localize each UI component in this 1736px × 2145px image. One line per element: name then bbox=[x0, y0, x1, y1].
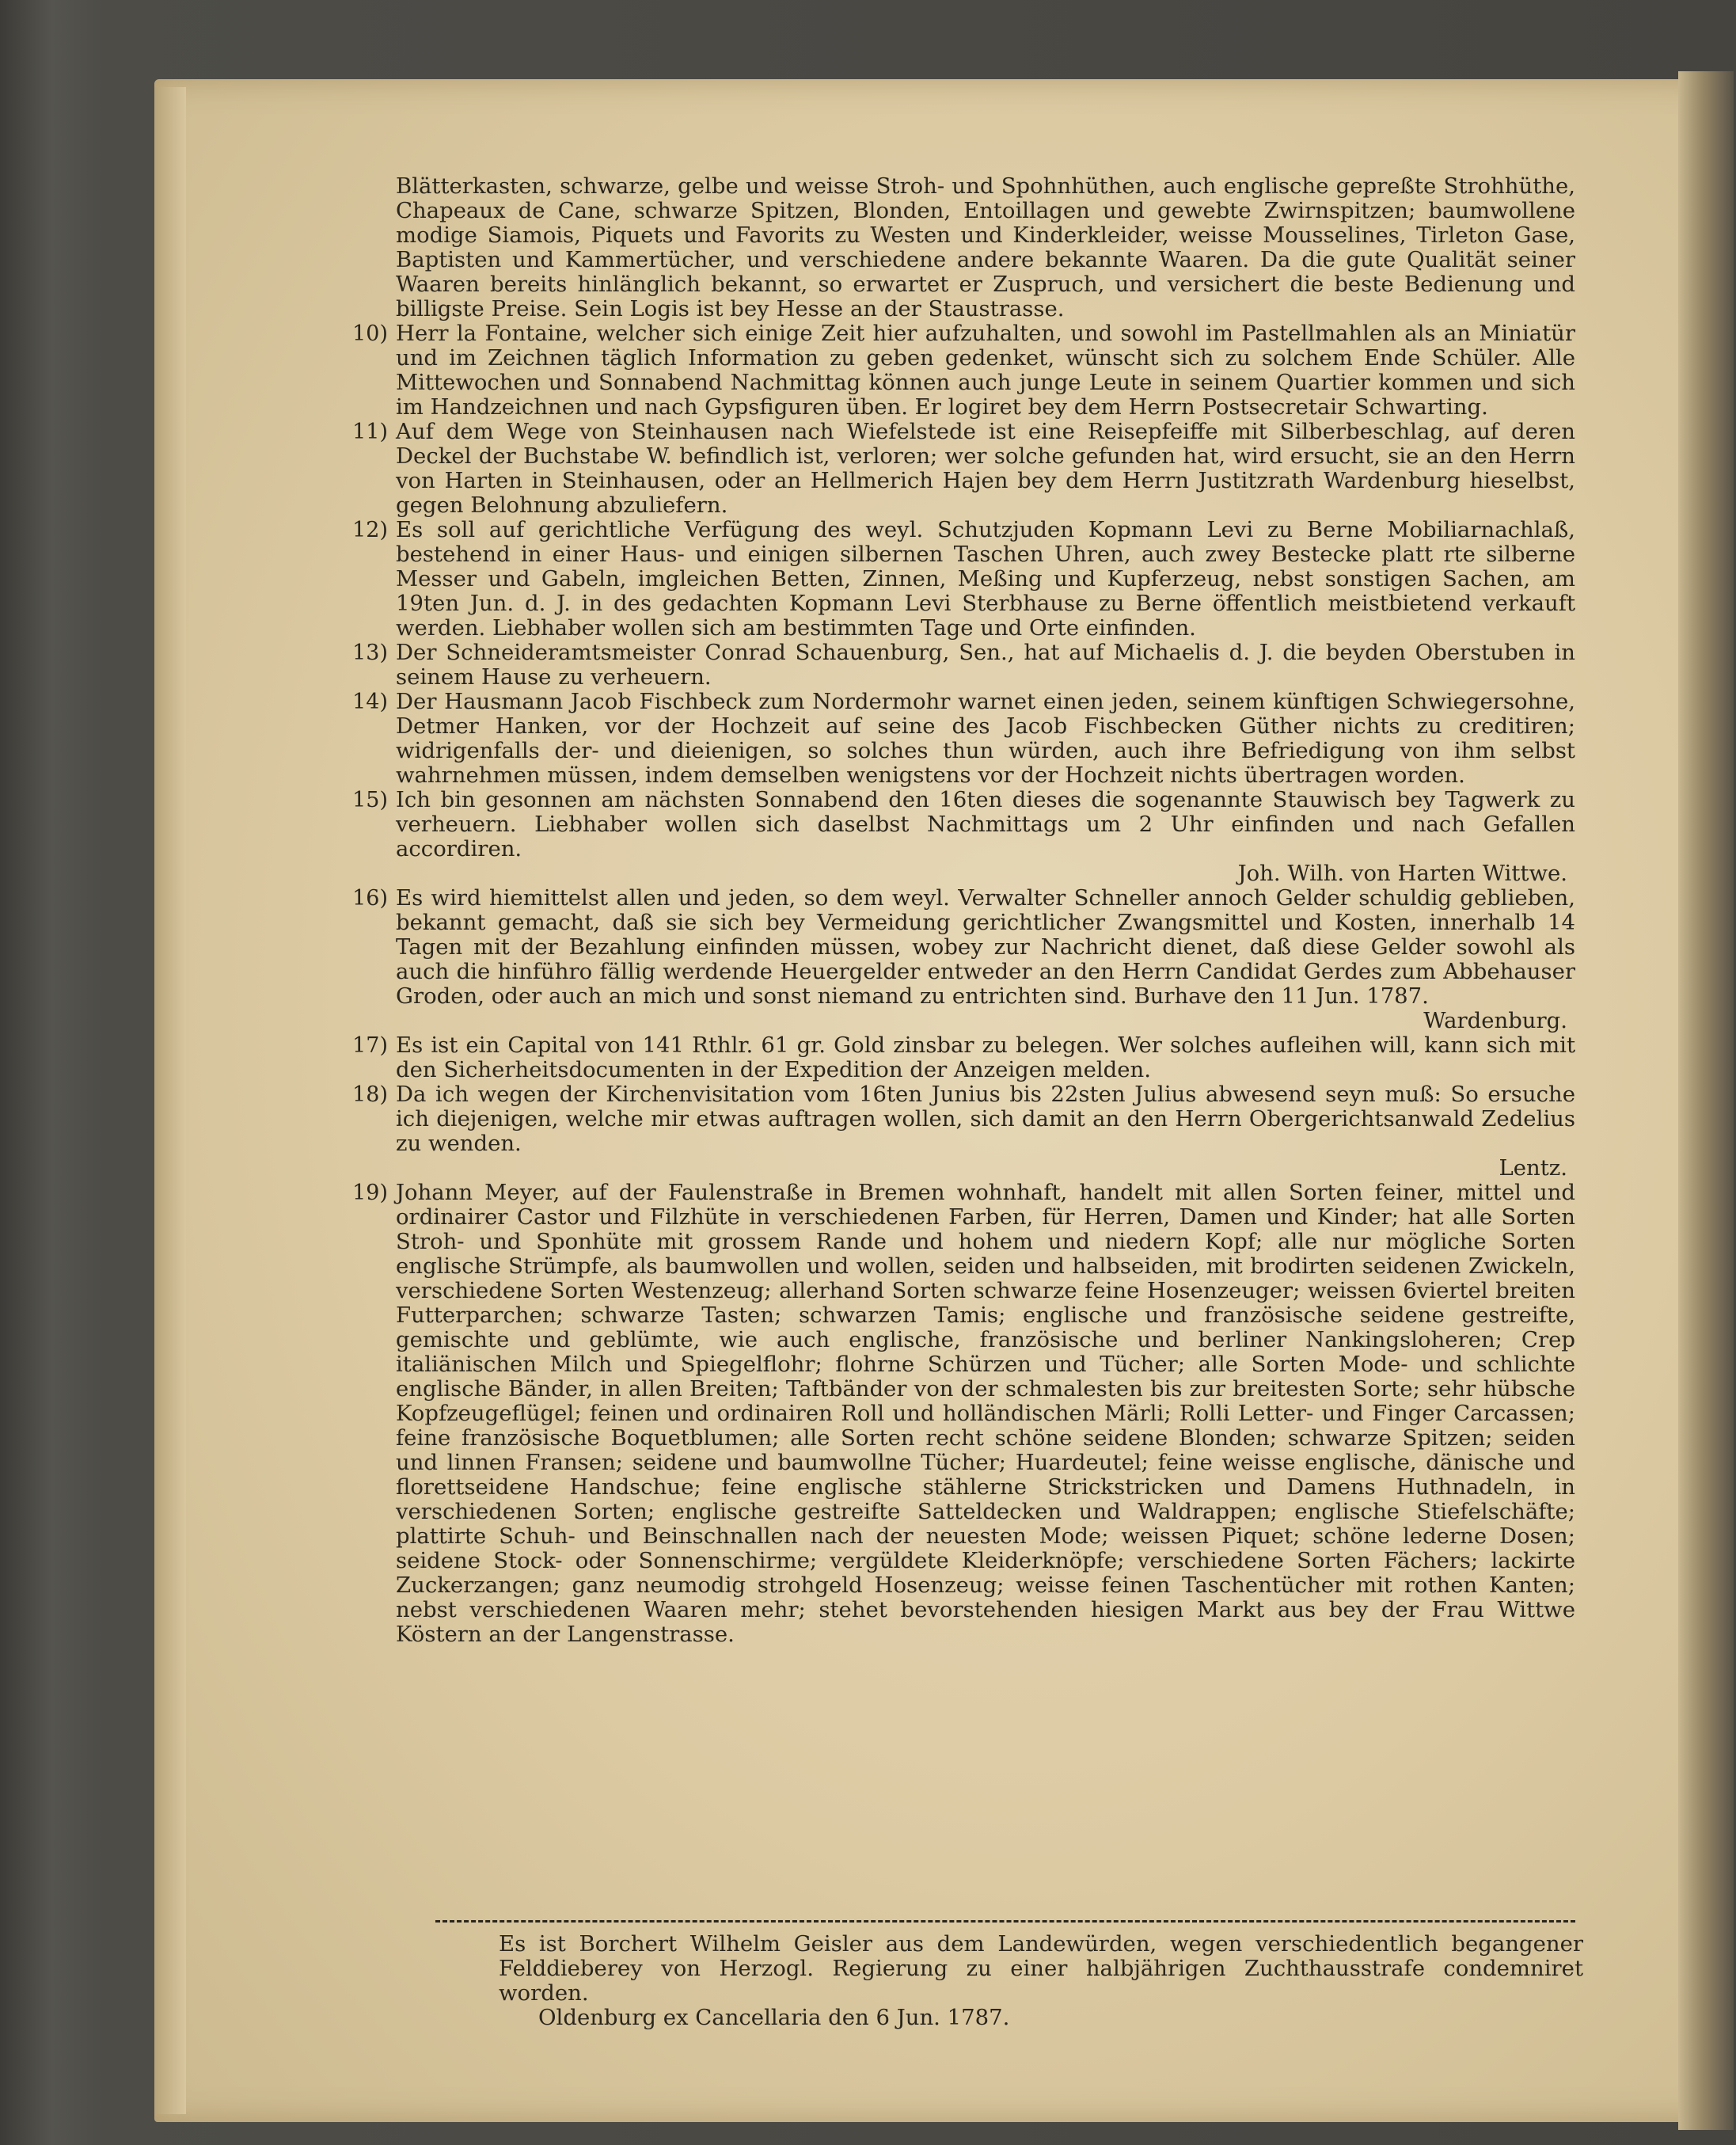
page-body bbox=[352, 173, 1575, 1647]
entry-text: Der Schneideramtsmeister Conrad Schauenburg, Sen., hat auf Michaelis d. J. die beyden Oberstuben in seinem Hause zu verheuern. bbox=[396, 640, 1575, 690]
entry-text: Johann Meyer, auf der Faulenstraße in Bremen wohnhaft, handelt mit allen Sorten feiner, mittel und ordinairer Castor und Filzhüte in verschiedenen Farben, für Herren, Damen und Kinder; hat alle Sorten Stroh- und Sponhüte mit grossem Rande und hohem und niedern Kopf; alle nur mögliche Sorten englische Strümpfe, als baumwollen und wollen, seiden und halbseiden, mit brodirten seidenen Zwickeln, verschiedene Sorten Westenzeug; allerhand Sorten schwarze feine Hosenzeuger; weissen 6viertel breiten Futterparchen; schwarze Tasten; schwarzen Tamis; englische und französische seidene gestreifte, gemischte und geblümte, wie auch englische, französische und berliner Nankingsloheren; Crep italiänischen Milch und Spiegelflohr; flohrne Schürzen und Tücher; alle Sorten Mode- und schlichte englische Bänder, in allen Breiten; Taftbänder von der schmalesten bis zur breitesten Sorte; sehr hübsche Kopfzeugeflügel; feinen und ordinairen Roll und holländischen Märli; Rolli Letter- und Finger Carcassen; feine französische Boquetblumen; alle Sorten recht schöne seidene Blonden; schwarze Spitzen; seiden und linnen Fransen; seidene und baumwollne Tücher; Huardeutel; feine weisse englische, dänische und florettseidene Handschue; feine englische stählerne Strickstricken und Damens Huthnadeln, in verschiedenen Sorten; englische gestreifte Satteldecken und Waldrappen; englische Stiefelschäfte; plattirte Schuh- und Beinschnallen nach der neuesten Mode; weissen Piquet; schöne lederne Dosen; seidene Stock- oder Sonnenschirme; vergüldete Kleiderknöpfe; verschiedene Sorten Fächers; lackirte Zuckerzangen; ganz neumodig strohgeld Hosenzeug; weisse feinen Taschentücher mit rothen Kanten; nebst verschiedenen Waaren mehr; stehet bevorstehenden hiesigen Markt aus bey der Frau Wittwe Köstern an der Langenstrasse. bbox=[396, 1180, 1575, 1647]
entry-number: 19) bbox=[352, 1181, 388, 1205]
book-spine bbox=[1678, 71, 1734, 2130]
entry-continuation bbox=[396, 174, 1575, 321]
entry-19 bbox=[352, 1180, 1575, 1647]
entry-16 bbox=[352, 885, 1575, 1009]
notice-text: Es ist Borchert Wilhelm Geisler aus dem Landewürden, wegen verschiedentlich begangener Felddieberey von Herzogl. Regierung zu einer halbjährigen Zuchthausstrafe condemniret worden. bbox=[499, 1931, 1583, 2006]
official-notice bbox=[499, 1932, 1583, 2030]
entry-number: 17) bbox=[352, 1033, 388, 1058]
entry-text: Auf dem Wege von Steinhausen nach Wiefelstede ist eine Reisepfeiffe mit Silberbeschlag, auf deren Deckel der Buchstabe W. befindlich ist, verloren; wer solche gefunden hat, wird ersucht, sie an den Herrn von Harten in Steinhausen, oder an Hellmerich Hajen bey dem Herrn Justitzrath Wardenburg hieselbst, gegen Belohnung abzuliefern. bbox=[396, 419, 1575, 518]
entry-12 bbox=[352, 517, 1575, 641]
entry-18-signature: Lentz. bbox=[1499, 1155, 1567, 1181]
entry-text: Herr la Fontaine, welcher sich einige Zeit hier aufzuhalten, und sowohl im Pastellmahlen als an Miniatür und im Zeichnen täglich Information zu geben gedenket, wünscht sich zu solchem Ende Schüler. Alle Mittewochen und Sonnabend Nachmittag können auch junge Leute in seinem Quartier kommen und sich im Handzeichnen und nach Gypsfiguren üben. Er logiret bey dem Herrn Postsecretair Schwarting. bbox=[396, 321, 1575, 420]
entry-number: 12) bbox=[352, 518, 388, 542]
entry-text: Blätterkasten, schwarze, gelbe und weisse Stroh- und Spohnhüthen, auch englische gepreßte Strohhüthe, Chapeaux de Cane, schwarze Spitzen, Blonden, Entoillagen und gewebte Zwirnspitzen; baumwollene modige Siamois, Piquets und Favorits zu Westen und Kinderkleider, weisse Mousselines, Tirleton Gase, Baptisten und Kammertücher, und verschiedene andere bekannte Waaren. Da die gute Qualität seiner Waaren bereits hinlänglich bekannt, so erwartet er Zuspruch, und versichert die beste Bedienung und billigste Preise. Sein Logis ist bey Hesse an der Staustrasse. bbox=[396, 173, 1575, 321]
entry-number: 16) bbox=[352, 886, 388, 911]
entry-15-signature: Joh. Wilh. von Harten Wittwe. bbox=[1237, 861, 1567, 886]
entry-number: 10) bbox=[352, 321, 388, 346]
entry-16-signature: Wardenburg. bbox=[1423, 1008, 1567, 1033]
entry-18 bbox=[352, 1082, 1575, 1156]
entry-11 bbox=[352, 419, 1575, 518]
entry-text: Es ist ein Capital von 141 Rthlr. 61 gr. Gold zinsbar zu belegen. Wer solches aufleihen will, kann sich mit den Sicherheitsdocumenten in der Expedition der Anzeigen melden. bbox=[396, 1033, 1575, 1082]
entry-text: Da ich wegen der Kirchenvisitation vom 16ten Junius bis 22sten Julius abwesend seyn muß: So ersuche ich diejenigen, welche mir etwas auftragen wollen, sich damit an den Herrn Obergerichtsanwald Zedelius zu wenden. bbox=[396, 1082, 1575, 1156]
entry-text: Ich bin gesonnen am nächsten Sonnabend den 16ten dieses die sogenannte Stauwisch bey Tagwerk zu verheuern. Liebhaber wollen sich daselbst Nachmittags um 2 Uhr einfinden und nach Gefallen accordiren. bbox=[396, 787, 1575, 861]
entry-number: 11) bbox=[352, 420, 388, 444]
entry-17 bbox=[352, 1033, 1575, 1082]
section-divider bbox=[435, 1920, 1575, 1925]
entry-number: 13) bbox=[352, 641, 388, 665]
notice-dateline: Oldenburg ex Cancellaria den 6 Jun. 1787. bbox=[538, 2005, 1010, 2030]
entry-14 bbox=[352, 689, 1575, 788]
entry-10 bbox=[352, 321, 1575, 420]
entry-15 bbox=[352, 787, 1575, 861]
entry-text: Der Hausmann Jacob Fischbeck zum Nordermohr warnet einen jeden, seinem künftigen Schwiegersohne, Detmer Hanken, vor der Hochzeit auf seine des Jacob Fischbecken Güther nichts zu creditiren; widrigenfalls der- und dieienigen, so solches thun würden, auch ihre Befriedigung von ihm selbst wahrnehmen müssen, indem demselben wenigstens vor der Hochzeit nichts übertragen worden. bbox=[396, 689, 1575, 788]
entry-text: Es soll auf gerichtliche Verfügung des weyl. Schutzjuden Kopmann Levi zu Berne Mobiliarnachlaß, bestehend in einer Haus- und einigen silbernen Taschen Uhren, auch zwey Bestecke platt rte silberne Messer und Gabeln, imgleichen Betten, Zinnen, Meßing und Kupferzeug, nebst sonstigen Sachen, am 19ten Jun. d. J. in des gedachten Kopmann Levi Sterbhause zu Berne öffentlich meistbietend verkauft werden. Liebhaber wollen sich am bestimmten Tage und Orte einfinden. bbox=[396, 517, 1575, 641]
entry-number: 14) bbox=[352, 690, 388, 714]
entry-13 bbox=[352, 640, 1575, 690]
entry-number: 15) bbox=[352, 788, 388, 812]
page-left-edge bbox=[154, 87, 186, 2114]
entry-text: Es wird hiemittelst allen und jeden, so dem weyl. Verwalter Schneller annoch Gelder schuldig geblieben, bekannt gemacht, daß sie sich bey Vermeidung gerichtlicher Zwangsmittel und Kosten, innerhalb 14 Tagen mit der Bezahlung einfinden müssen, wobey zur Nachricht dienet, daß diese Gelder sowohl als auch die hinführo fällig werdende Heuergelder entweder an den Herrn Candidat Gerdes zum Abbehauser Groden, oder auch an mich und sonst niemand zu entrichten sind. Burhave den 11 Jun. 1787. bbox=[396, 885, 1575, 1009]
entry-number: 18) bbox=[352, 1082, 388, 1107]
